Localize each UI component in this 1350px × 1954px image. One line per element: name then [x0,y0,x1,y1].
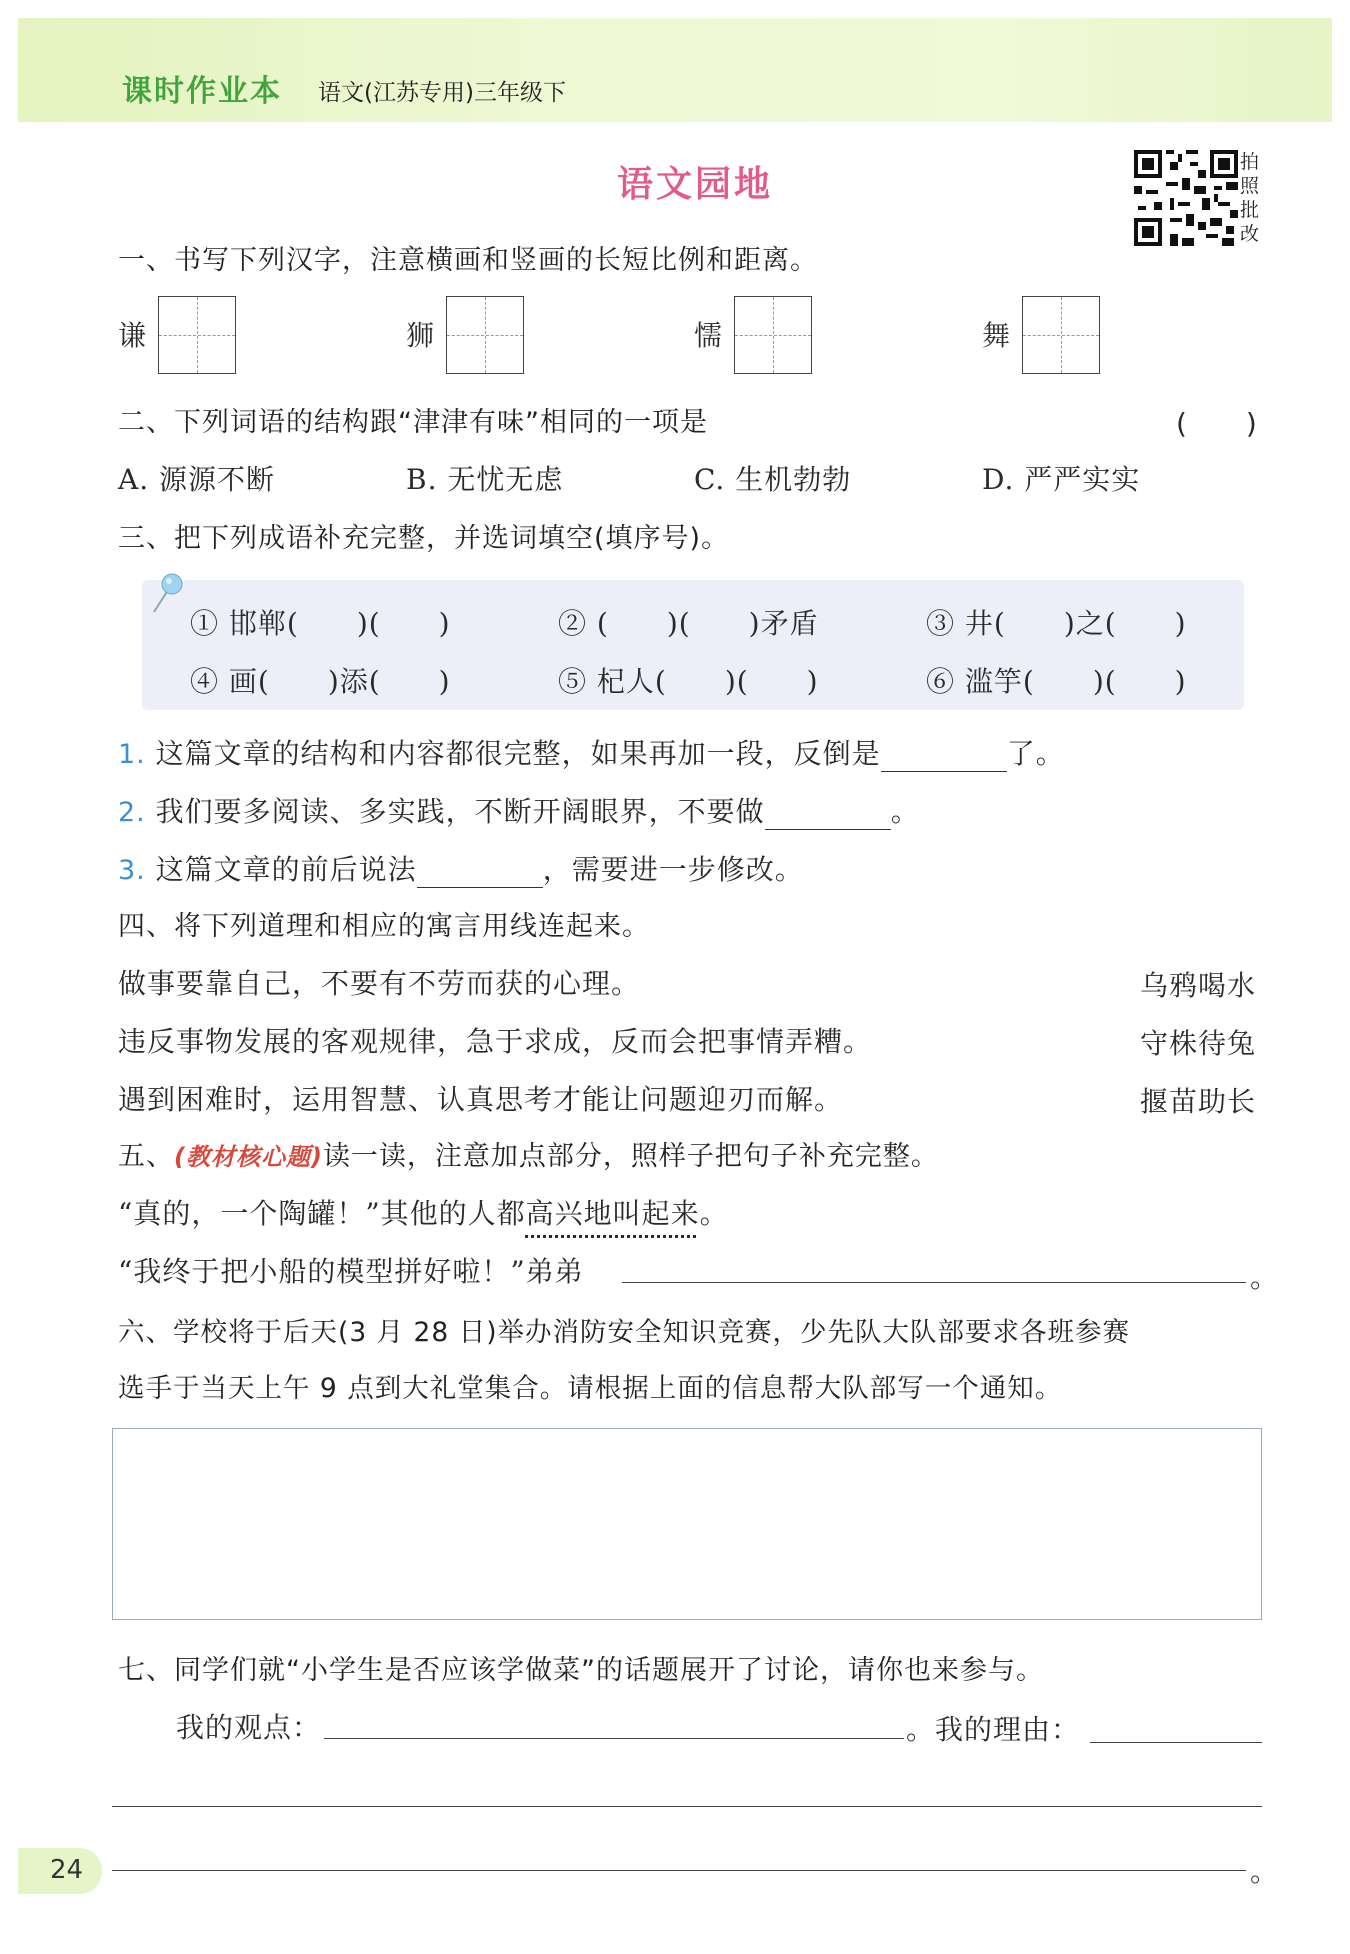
item-text-end: 。 [890,795,920,828]
fable-2[interactable]: 守株待兔 [1140,1027,1257,1060]
viewpoint-label: 我的观点： [176,1711,322,1744]
qr-code-icon[interactable] [1134,150,1238,246]
fill-blank[interactable] [881,741,1007,772]
viewpoint-line[interactable] [324,1738,904,1739]
page-title: 语文园地 [616,164,773,205]
item-text: 我们要多阅读、多实践，不断开阔眼界，不要做 [155,795,765,828]
q2-option-c[interactable]: C. 生机勃勃 [694,463,852,496]
q5-answer-line[interactable] [622,1282,1246,1283]
q1-char-2: 狮 [406,319,436,352]
q4-heading: 四、将下列道理和相应的寓言用线连起来。 [118,911,650,942]
idiom-6: ⑥ 滥竽( )( ) [926,665,1187,698]
item-text: 这篇文章的前后说法 [155,853,417,886]
q6-line-2: 选手于当天上午 9 点到大礼堂集合。请根据上面的信息帮大队部写一个通知。 [118,1373,1063,1404]
idiom-4: ④ 画( )添( ) [190,665,451,698]
q5-end-mark: 。 [1250,1261,1280,1294]
notice-answer-box[interactable] [112,1428,1262,1620]
fable-3[interactable]: 揠苗助长 [1140,1085,1257,1118]
q1-char-3: 懦 [694,319,724,352]
moral-3[interactable]: 遇到困难时，运用智慧、认真思考才能让问题迎刃而解。 [118,1083,844,1116]
idiom-1: ① 邯郸( )( ) [190,607,451,640]
q2-answer-bracket[interactable]: ( ) [1176,407,1258,440]
q3-item-1 [118,732,1065,772]
idiom-2: ② ( )( )矛盾 [558,607,819,640]
q5-sentence: “我终于把小船的模型拼好啦！”弟弟 [118,1255,584,1288]
q6-line-1: 六、学校将于后天(3 月 28 日)举办消防安全知识竞赛，少先队大队部要求各班参赛 [118,1317,1131,1348]
writing-grid-2[interactable] [446,296,524,374]
q3-item-3 [118,848,804,888]
reason-line-2[interactable] [112,1806,1262,1807]
fill-blank[interactable] [765,799,891,830]
pushpin-icon [146,572,186,616]
writing-grid-4[interactable] [1022,296,1100,374]
q1-char-1: 谦 [118,319,148,352]
item-number: 2. [118,797,146,828]
core-question-tag: (教材核心题) [174,1143,323,1171]
qr-label: 拍照批改 [1240,151,1260,245]
page-number: 24 [50,1855,84,1885]
example-before: “真的，一个陶罐！”其他的人都 [118,1197,526,1230]
q5-instruction: 读一读，注意加点部分，照样子把句子补充完整。 [322,1141,939,1172]
item-text: 这篇文章的结构和内容都很完整，如果再加一段，反倒是 [155,737,881,770]
q7-heading: 七、同学们就“小学生是否应该学做菜”的话题展开了讨论，请你也来参与。 [118,1655,1044,1686]
item-number: 3. [118,855,146,886]
idiom-5: ⑤ 杞人( )( ) [558,665,819,698]
item-text-end: ，需要进一步修改。 [542,853,804,886]
q2-heading: 二、下列词语的结构跟“津津有味”相同的一项是 [118,407,708,438]
example-after: 。 [699,1197,729,1230]
reason-label: 。我的理由： [906,1713,1081,1746]
book-brand: 课时作业本 [122,74,282,109]
q2-option-b[interactable]: B. 无忧无虑 [406,463,564,496]
q3-heading: 三、把下列成语补充完整，并选词填空(填序号)。 [118,523,730,554]
q5-example [118,1192,729,1232]
fill-blank[interactable] [417,857,543,888]
reason-line-3[interactable] [112,1870,1246,1871]
q7-end-mark: 。 [1250,1855,1280,1888]
q2-option-a[interactable]: A. 源源不断 [118,463,276,496]
fable-1[interactable]: 乌鸦喝水 [1140,969,1257,1002]
reason-line-1[interactable] [1090,1742,1262,1743]
dotted-phrase: 高兴地叫起来 [525,1197,700,1230]
moral-1[interactable]: 做事要靠自己，不要有不劳而获的心理。 [118,967,641,1000]
q1-heading: 一、书写下列汉字，注意横画和竖画的长短比例和距离。 [118,245,818,276]
item-number: 1. [118,739,146,770]
idiom-3: ③ 井( )之( ) [926,607,1187,640]
writing-grid-3[interactable] [734,296,812,374]
writing-grid-1[interactable] [158,296,236,374]
q2-option-d[interactable]: D. 严严实实 [982,463,1141,496]
q1-char-4: 舞 [982,319,1012,352]
moral-2[interactable]: 违反事物发展的客观规律，急于求成，反而会把事情弄糟。 [118,1025,873,1058]
q5-heading [118,1134,939,1173]
item-text-end: 了。 [1006,737,1065,770]
q5-prefix: 五、 [118,1141,174,1172]
book-subject: 语文(江苏专用)三年级下 [318,80,566,106]
q3-item-2 [118,790,920,830]
